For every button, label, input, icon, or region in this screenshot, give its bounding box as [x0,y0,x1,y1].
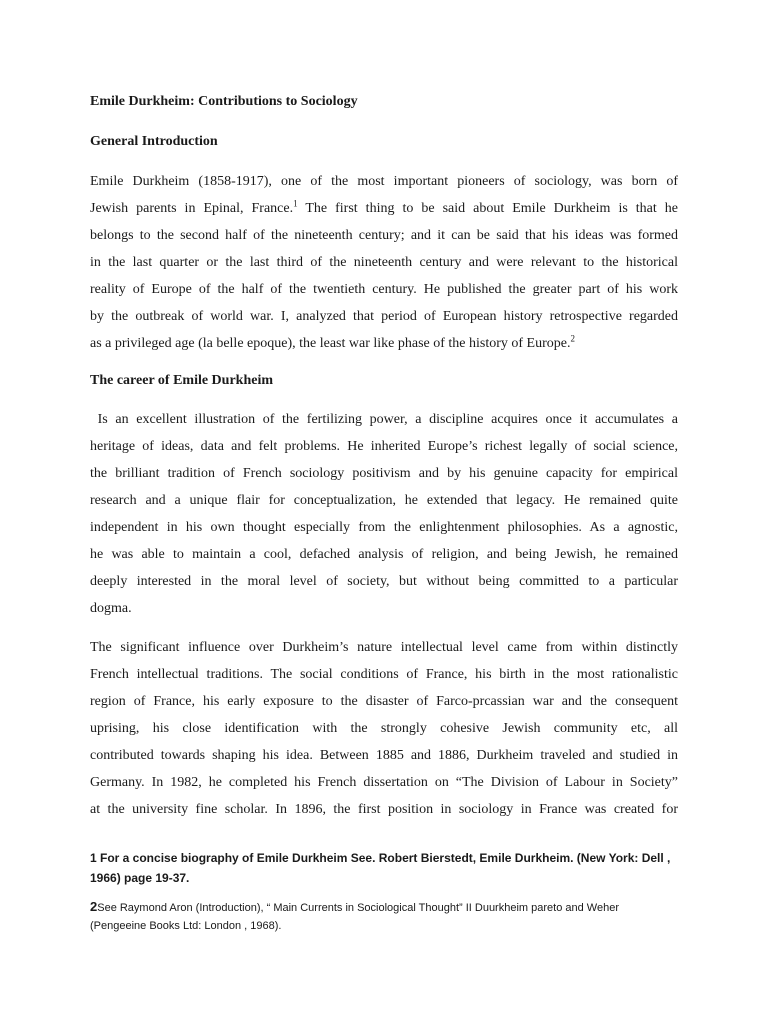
footnote-1-line: 1966) page 19-37. [90,871,190,885]
paragraph-line: contributed towards shaping his idea. Between 1885 and 1886, Durkheim traveled and studied in [90,748,678,763]
paragraph-line: reality of Europe of the half of the twentieth century. He published the greater part of his work [90,282,678,297]
line-text: Jewish parents in Epinal, France. [90,201,294,216]
paragraph-line: belongs to the second half of the nineteenth century; and it can be said that his ideas was formed [90,228,678,243]
paragraph-introduction [90,172,678,361]
footnote-1-line: 1 For a concise biography of Emile Durkheim See. Robert Bierstedt, Emile Durkheim. (New York: Dell , [90,851,671,865]
footnote-2-line [90,898,690,917]
document-title: Emile Durkheim: Contributions to Sociology [90,94,358,109]
paragraph-line: dogma. [90,601,132,616]
paragraph-line: region of France, his early exposure to the disaster of Farco-prcassian war and the consequent [90,694,678,709]
section-heading-career: The career of Emile Durkheim [90,373,274,388]
paragraph-line: independent in his own thought especially from the enlightenment philosophies. As a agnostic, [90,520,678,535]
footnote-2-number: 2 [90,899,98,914]
paragraph-line: research and a unique flair for conceptualization, he extended that legacy. He remained quite [90,493,678,508]
paragraph-line [90,199,678,226]
paragraph-line: in the last quarter or the last third of the nineteenth century and were relevant to the historical [90,255,678,270]
paragraph-line: Emile Durkheim (1858-1917), one of the most important pioneers of sociology, was born of [90,174,678,189]
paragraph-line: uprising, his close identification with the strongly cohesive Jewish community etc, all [90,721,678,736]
paragraph-line: The significant influence over Durkheim’s nature intellectual level came from within distinctly [90,640,678,655]
paragraph-influences [90,638,678,827]
paragraph-line: Is an excellent illustration of the fertilizing power, a discipline acquires once it accumulates a [90,412,678,427]
footnote-ref-1[interactable]: 1 [293,199,298,209]
footnote-2-text: See Raymond Aron (Introduction), “ Main Currents in Sociological Thought” II Duurkheim pareto and Weher [97,902,619,914]
paragraph-line: French intellectual traditions. The social conditions of France, his birth in the most rationalistic [90,667,678,682]
footnote-ref-2[interactable]: 2 [570,334,575,344]
line-text: The first thing to be said about Emile Durkheim is that he [297,201,678,216]
paragraph-line: by the outbreak of world war. I, analyzed that period of European history retrospective regarded [90,309,678,324]
paragraph-career [90,410,678,626]
paragraph-line: at the university fine scholar. In 1896, the first position in sociology in France was created for [90,802,678,817]
section-heading-general-introduction: General Introduction [90,134,218,149]
paragraph-line: the brilliant tradition of French sociology positivism and by his genuine capacity for empirical [90,466,678,481]
paragraph-line: Germany. In 1982, he completed his French dissertation on “The Division of Labour in Society” [90,775,678,790]
footnote-2 [90,898,690,935]
paragraph-line: heritage of ideas, data and felt problems. He inherited Europe’s richest legally of social science, [90,439,678,454]
paragraph-line: deeply interested in the moral level of society, but without being committed to a particular [90,574,678,589]
footnote-1 [90,848,690,888]
paragraph-line: he was able to maintain a cool, defached analysis of religion, and being Jewish, he remained [90,547,678,562]
paragraph-line [90,334,678,361]
footnote-2-line: (Pengeeine Books Ltd: London , 1968). [90,920,282,932]
line-text: as a privileged age (la belle epoque), the least war like phase of the history of Europe. [90,336,571,351]
